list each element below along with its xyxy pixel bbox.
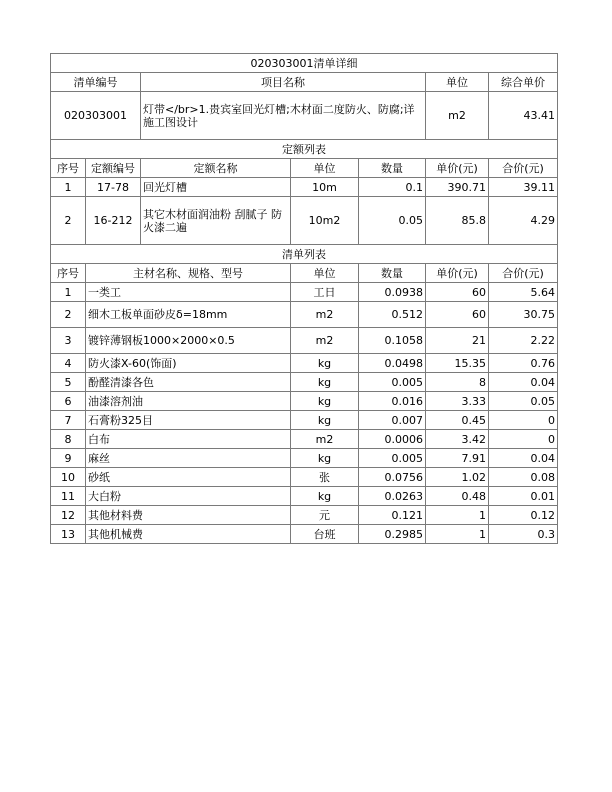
material-unit: 元 [291, 506, 359, 525]
material-name: 油漆溶剂油 [86, 392, 291, 411]
material-row [51, 373, 558, 392]
quota-name: 其它木材面润油粉 刮腻子 防火漆二遍 [141, 197, 291, 245]
material-row [51, 506, 558, 525]
material-qty: 0.512 [359, 302, 426, 328]
material-total: 0.76 [489, 354, 558, 373]
name-header: 项目名称 [141, 73, 426, 92]
quota-code: 17-78 [86, 178, 141, 197]
bill-detail-table [50, 53, 558, 544]
quota-header-cell: 数量 [359, 159, 426, 178]
material-qty: 0.0263 [359, 487, 426, 506]
material-total: 5.64 [489, 283, 558, 302]
material-total: 0.04 [489, 373, 558, 392]
material-price: 3.33 [426, 392, 489, 411]
quota-total: 39.11 [489, 178, 558, 197]
materials-header-cell: 数量 [359, 264, 426, 283]
material-name: 其他机械费 [86, 525, 291, 544]
material-name: 白布 [86, 430, 291, 449]
material-total: 0 [489, 430, 558, 449]
materials-header-cell: 主材名称、规格、型号 [86, 264, 291, 283]
material-unit: kg [291, 354, 359, 373]
quota-price: 85.8 [426, 197, 489, 245]
materials-section-title: 清单列表 [51, 245, 558, 264]
materials-header-cell: 合价(元) [489, 264, 558, 283]
quota-no: 1 [51, 178, 86, 197]
material-price: 60 [426, 302, 489, 328]
material-row [51, 449, 558, 468]
material-price: 60 [426, 283, 489, 302]
material-row [51, 487, 558, 506]
material-price: 0.48 [426, 487, 489, 506]
material-price: 1 [426, 506, 489, 525]
quota-qty: 0.1 [359, 178, 426, 197]
material-qty: 0.0756 [359, 468, 426, 487]
material-total: 0.3 [489, 525, 558, 544]
materials-header-row [51, 264, 558, 283]
material-qty: 0.007 [359, 411, 426, 430]
material-row [51, 468, 558, 487]
item-price: 43.41 [489, 92, 558, 140]
material-name: 酚醛清漆各色 [86, 373, 291, 392]
quota-header-cell: 序号 [51, 159, 86, 178]
quota-name: 回光灯槽 [141, 178, 291, 197]
price-header: 综合单价 [489, 73, 558, 92]
quota-header-cell: 合价(元) [489, 159, 558, 178]
material-qty: 0.2985 [359, 525, 426, 544]
material-unit: m2 [291, 302, 359, 328]
material-qty: 0.0006 [359, 430, 426, 449]
material-no: 3 [51, 328, 86, 354]
materials-header-cell: 单价(元) [426, 264, 489, 283]
material-qty: 0.0498 [359, 354, 426, 373]
material-total: 0.01 [489, 487, 558, 506]
material-name: 砂纸 [86, 468, 291, 487]
material-total: 0.05 [489, 392, 558, 411]
material-total: 0.08 [489, 468, 558, 487]
material-name: 石膏粉325目 [86, 411, 291, 430]
quota-header-cell: 定额名称 [141, 159, 291, 178]
material-price: 3.42 [426, 430, 489, 449]
material-qty: 0.121 [359, 506, 426, 525]
material-row [51, 283, 558, 302]
material-no: 7 [51, 411, 86, 430]
material-qty: 0.005 [359, 373, 426, 392]
material-total: 0.04 [489, 449, 558, 468]
quota-row [51, 197, 558, 245]
material-unit: 工日 [291, 283, 359, 302]
code-header: 清单编号 [51, 73, 141, 92]
item-name: 灯带</br>1.贵宾室回光灯槽;木材面二度防火、防腐;详施工图设计 [141, 92, 426, 140]
material-row [51, 430, 558, 449]
material-price: 0.45 [426, 411, 489, 430]
material-price: 21 [426, 328, 489, 354]
material-row [51, 392, 558, 411]
material-no: 9 [51, 449, 86, 468]
quota-unit: 10m [291, 178, 359, 197]
material-qty: 0.016 [359, 392, 426, 411]
material-name: 麻丝 [86, 449, 291, 468]
material-unit: m2 [291, 430, 359, 449]
quota-header-cell: 单价(元) [426, 159, 489, 178]
sheet-title: 020303001清单详细 [51, 54, 558, 73]
quota-qty: 0.05 [359, 197, 426, 245]
quota-header-cell: 单位 [291, 159, 359, 178]
material-name: 细木工板单面砂皮δ=18mm [86, 302, 291, 328]
material-price: 15.35 [426, 354, 489, 373]
material-unit: kg [291, 449, 359, 468]
material-row [51, 525, 558, 544]
material-no: 8 [51, 430, 86, 449]
quota-no: 2 [51, 197, 86, 245]
quota-header-row [51, 159, 558, 178]
material-total: 30.75 [489, 302, 558, 328]
material-unit: kg [291, 411, 359, 430]
material-unit: kg [291, 392, 359, 411]
materials-header-cell: 单位 [291, 264, 359, 283]
quota-price: 390.71 [426, 178, 489, 197]
material-total: 2.22 [489, 328, 558, 354]
material-total: 0.12 [489, 506, 558, 525]
material-name: 大白粉 [86, 487, 291, 506]
material-row [51, 328, 558, 354]
material-unit: m2 [291, 328, 359, 354]
material-row [51, 302, 558, 328]
material-name: 其他材料费 [86, 506, 291, 525]
material-name: 镀锌薄钢板1000×2000×0.5 [86, 328, 291, 354]
material-no: 5 [51, 373, 86, 392]
material-row [51, 411, 558, 430]
material-qty: 0.0938 [359, 283, 426, 302]
material-no: 13 [51, 525, 86, 544]
material-qty: 0.1058 [359, 328, 426, 354]
material-price: 7.91 [426, 449, 489, 468]
material-no: 6 [51, 392, 86, 411]
material-unit: 台班 [291, 525, 359, 544]
quota-unit: 10m2 [291, 197, 359, 245]
material-total: 0 [489, 411, 558, 430]
quota-row [51, 178, 558, 197]
material-price: 1 [426, 525, 489, 544]
material-price: 8 [426, 373, 489, 392]
quota-header-cell: 定额编号 [86, 159, 141, 178]
unit-header: 单位 [426, 73, 489, 92]
material-no: 12 [51, 506, 86, 525]
item-unit: m2 [426, 92, 489, 140]
item-code: 020303001 [51, 92, 141, 140]
material-no: 4 [51, 354, 86, 373]
material-name: 一类工 [86, 283, 291, 302]
material-qty: 0.005 [359, 449, 426, 468]
quota-total: 4.29 [489, 197, 558, 245]
material-unit: kg [291, 487, 359, 506]
material-no: 1 [51, 283, 86, 302]
material-unit: 张 [291, 468, 359, 487]
quota-section-title: 定额列表 [51, 140, 558, 159]
material-row [51, 354, 558, 373]
material-no: 11 [51, 487, 86, 506]
material-no: 2 [51, 302, 86, 328]
material-price: 1.02 [426, 468, 489, 487]
material-name: 防火漆X-60(饰面) [86, 354, 291, 373]
quota-code: 16-212 [86, 197, 141, 245]
material-unit: kg [291, 373, 359, 392]
material-no: 10 [51, 468, 86, 487]
materials-header-cell: 序号 [51, 264, 86, 283]
